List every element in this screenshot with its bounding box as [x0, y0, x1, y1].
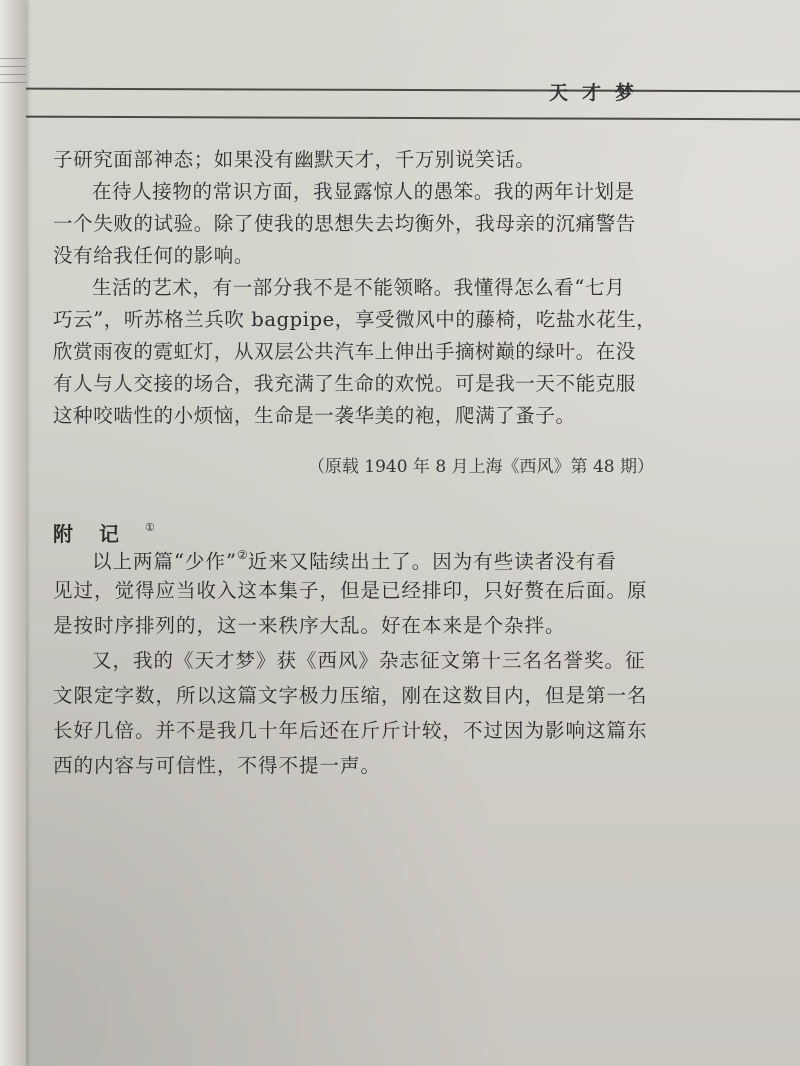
footnote-mark: ①: [145, 521, 155, 534]
edge-line: [0, 58, 26, 59]
footnote-mark: ②: [236, 548, 248, 562]
note-line: 长好几倍。并不是我几十年后还在斤斤计较，不过因为影响这篇东: [53, 719, 648, 742]
essay-line: 巧云”，听苏格兰兵吹 bagpipe，享受微风中的藤椅，吃盐水花生，: [53, 308, 657, 331]
header-rule-top: [26, 88, 800, 93]
edge-line: [0, 66, 26, 67]
note-line: [53, 538, 683, 573]
essay-line: 欣赏雨夜的霓虹灯，从双层公共汽车上伸出手摘树巅的绿叶。在没: [53, 340, 636, 363]
note-heading-text: 附记: [53, 522, 145, 546]
essay-line: 有人与人交接的场合，我充满了生命的欢悦。可是我一天不能克服: [53, 372, 636, 395]
header-rule-bottom: [26, 116, 800, 121]
essay-line: 一个失败的试验。除了使我的思想失去均衡外，我母亲的沉痛警告: [53, 212, 636, 235]
note-line-part: 近来又陆续出土了。因为有些读者没有看: [247, 550, 617, 573]
note-line: 文限定字数，所以这篇文字极力压缩，刚在这数目内，但是第一名: [53, 684, 648, 707]
note-line: 又，我的《天才梦》获《西风》杂志征文第十三名名誉奖。征: [92, 649, 646, 672]
essay-line: 这种咬啮性的小烦恼，生命是一袭华美的袍，爬满了蚤子。: [53, 404, 576, 427]
essay-line: 生活的艺术，有一部分我不是不能领略。我懂得怎么看“七月: [92, 276, 626, 299]
essay-line: 在待人接物的常识方面，我显露惊人的愚笨。我的两年计划是: [92, 180, 635, 203]
page-binding-edge: [0, 0, 26, 1066]
note-text: [53, 538, 683, 783]
edge-line: [0, 82, 26, 83]
note-line-part: 以上两篇“少作”: [92, 550, 237, 573]
running-head-title: 天才梦: [548, 82, 648, 104]
note-line: 西的内容与可信性，不得不提一声。: [53, 754, 382, 777]
essay-line: 子研究面部神态；如果没有幽默天才，千万别说笑话。: [53, 148, 536, 171]
essay-line: 没有给我任何的影响。: [53, 244, 255, 267]
note-line: 是按时序排列的，这一来秩序大乱。好在本来是个杂拌。: [53, 614, 566, 637]
note-line: 见过，觉得应当收入这本集子，但是已经排印，只好赘在后面。原: [53, 579, 648, 602]
edge-line: [0, 74, 26, 75]
essay-text: [53, 144, 673, 432]
publication-source: （原载 1940 年 8 月上海《西风》第 48 期）: [307, 457, 654, 477]
